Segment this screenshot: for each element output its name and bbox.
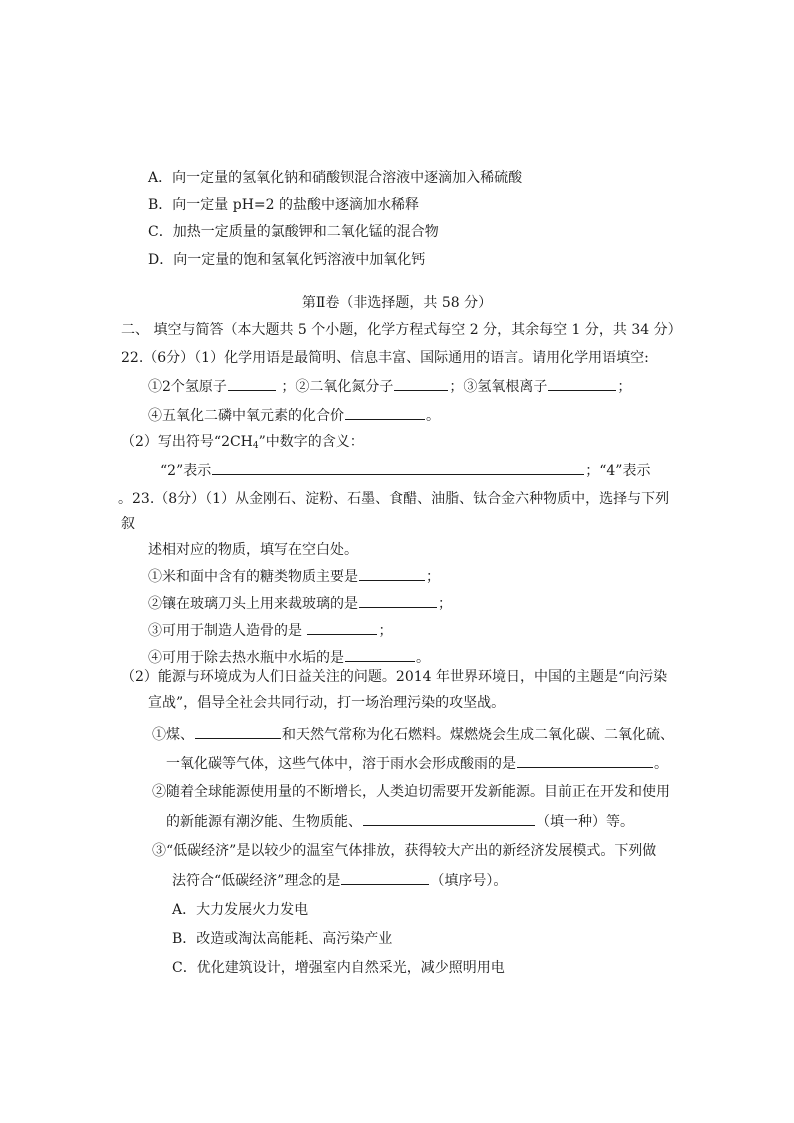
q23-intro-cont1: 叙 (121, 516, 135, 532)
answer-blank[interactable] (341, 870, 429, 885)
punct: ； (617, 379, 632, 395)
option-a: A．向一定量的氢氧化钠和硝酸钡混合溶液中逐滴加入稀硫酸 (148, 170, 523, 186)
q23-opt-c: C．优化建筑设计，增强室内自然采光，减少照明用电 (172, 960, 505, 976)
answer-blank[interactable] (212, 460, 584, 475)
q23-s3-line2 (172, 870, 507, 891)
q23-item4: ④可用于除去热水瓶中水垢的是 (148, 650, 344, 666)
answer-blank[interactable] (548, 376, 616, 391)
punct: 。 (654, 756, 668, 772)
q22-part2 (121, 432, 364, 452)
q23-s1-pre: ①煤、 (152, 727, 194, 743)
punct: ； (438, 596, 452, 612)
option-d: D．向一定量的饱和氢氧化钙溶液中加氧化钙 (148, 252, 426, 268)
q22-intro: 22.（6分）（1）化学用语是最简明、信息丰富、国际通用的语言。请用化学用语填空: (121, 350, 649, 366)
answer-blank[interactable] (359, 566, 425, 581)
answer-blank[interactable] (363, 811, 535, 826)
q23-intro-cont2: 述相对应的物质，填写在空白处。 (148, 542, 358, 558)
q23-s3-line1: ③“低碳经济”是以较少的温室气体排放，获得较大产出的新经济发展模式。下列做 (152, 843, 657, 859)
q23-s2-line1: ②随着全球能源使用量的不断增长，人类迫切需要开发新能源。目前正在开发和使用 (152, 784, 670, 800)
q22-meanings (160, 460, 650, 481)
q23-opt-a: A．大力发展火力发电 (172, 902, 309, 918)
answer-blank[interactable] (517, 753, 653, 768)
answer-blank[interactable] (345, 405, 425, 420)
q23-s1-line2 (166, 753, 668, 774)
option-c: C．加热一定质量的氯酸钾和二氧化锰的混合物 (148, 224, 439, 240)
q23-opt-b: B．改造或淘汰高能耗、高污染产业 (172, 931, 393, 947)
answer-blank[interactable] (345, 647, 415, 662)
q23-item3: ③可用于制造人造骨的是 (148, 623, 302, 639)
q22-row1 (148, 376, 631, 397)
option-b: B．向一定量 pH=2 的盐酸中逐滴加水稀释 (148, 197, 419, 213)
q23-row4 (148, 647, 430, 668)
q23-s1-post: 和天然气常称为化石燃料。煤燃烧会生成二氧化碳、二氧化硫、 (282, 727, 674, 743)
q23-s3-end: （填序号）。 (430, 873, 508, 889)
answer-blank[interactable] (195, 724, 281, 739)
punct: ； (426, 569, 440, 585)
q23-p2-line2: 宣战”，倡导全社会共同行动，打一场治理污染的攻坚战。 (148, 695, 506, 711)
q22-item4: ④五氧化二磷中氧元素的化合价 (148, 408, 344, 424)
punct: 。 (426, 408, 440, 424)
q23-s2-line2 (166, 811, 634, 832)
q22-part2-text: （2）写出符号“2CH (121, 434, 253, 450)
q23-row1 (148, 566, 440, 587)
subscript: 4 (252, 441, 259, 451)
q23-s2-line2-text: 的新能源有潮汐能、生物质能、 (166, 814, 362, 830)
section2-heading: 二、 填空与简答（本大题共 5 个小题，化学方程式每空 2 分，其余每空 1 分，共 34 分） (121, 322, 682, 338)
q22-item2: ；②二氧化氮分子 (281, 379, 394, 395)
q23-s2-end: （填一种）等。 (536, 814, 634, 830)
q22-part2-text-end: ”中数字的含义： (258, 434, 364, 450)
q23-p2-line1: （2）能源与环境成为人们日益关注的问题。2014 年世界环境日，中国的主题是“向污染 (121, 669, 668, 685)
q23-row3 (148, 620, 392, 641)
q22-item3: ；③氢氧根离子 (449, 379, 548, 395)
answer-blank[interactable] (228, 376, 276, 391)
punct: ； (378, 623, 393, 639)
q23-row2 (148, 593, 452, 614)
q22-item1: ①2个氢原子 (148, 379, 227, 395)
part2-title: 第Ⅱ卷（非选择题，共 58 分） (301, 295, 493, 311)
answer-blank[interactable] (359, 593, 437, 608)
answer-blank[interactable] (394, 376, 448, 391)
q23-intro: 。23.（8分）（1）从金刚石、淀粉、石墨、食醋、油脂、钛合金六种物质中，选择与下列 (118, 491, 670, 507)
q22-row2 (148, 405, 440, 426)
punct: 。 (416, 650, 430, 666)
answer-blank[interactable] (307, 620, 377, 635)
q23-s1-line2-text: 一氧化碳等气体，这些气体中，溶于雨水会形成酸雨的是 (166, 756, 516, 772)
meaning-2-label: “2”表示 (160, 463, 212, 479)
q23-s1-line1 (152, 724, 674, 745)
q23-item2: ②镶在玻璃刀头上用来裁玻璃的是 (148, 596, 358, 612)
q23-item1: ①米和面中含有的糖类物质主要是 (148, 569, 358, 585)
q23-s3-line2-text: 法符合“低碳经济”理念的是 (172, 873, 341, 889)
meaning-4-label: ；“4”表示 (585, 463, 651, 479)
